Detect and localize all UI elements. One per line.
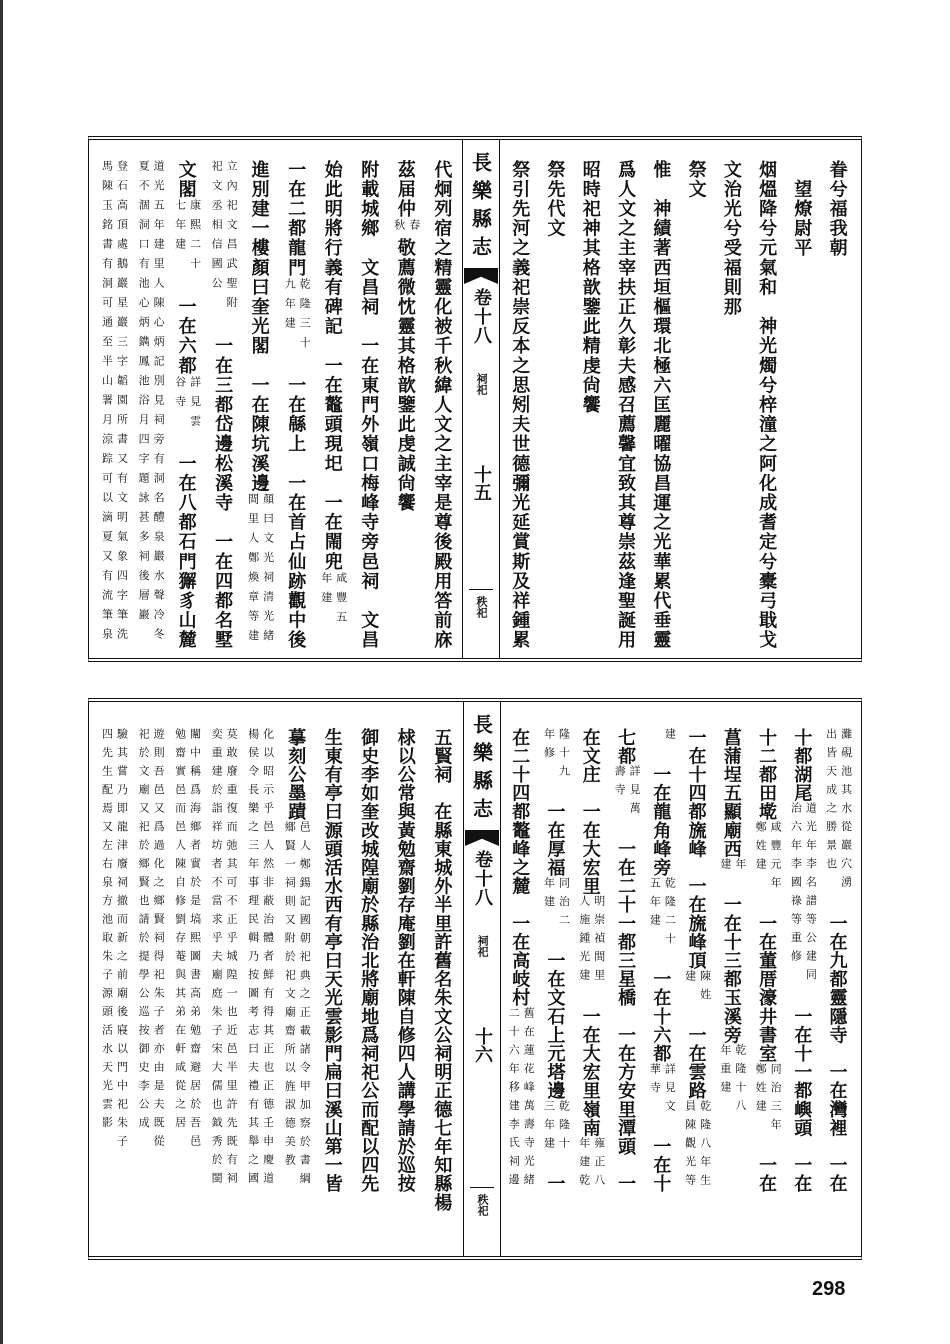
annotation-note: 顏曰文光祠清光緒間里人鄭煥章等建 <box>246 493 275 650</box>
section-label: 秩祀 <box>475 596 488 618</box>
annotation-note: 同治二年建 <box>542 876 571 933</box>
text-column <box>315 702 349 1248</box>
annotation-note: 咸豐元年鄭姓建 <box>754 821 783 895</box>
annotation-note: 雍正八年建乾 <box>577 1137 606 1193</box>
main-text: 一在十一都嶼頭 一在 <box>791 988 813 1194</box>
volume-label: 卷十八 <box>471 288 492 345</box>
main-text: 一在九都靈隱寺 一在灣裡 一在 <box>826 895 848 1193</box>
main-text: 一在大宏里嶺南 <box>579 988 601 1138</box>
lower-right-text <box>501 702 855 1256</box>
annotation-note: 詳見雲谷寺 <box>173 375 202 435</box>
main-text: 昭時祀神其格歆鑒此精虔尙饗 <box>579 160 601 415</box>
lower-left-text <box>93 702 461 1256</box>
main-text: 七都 <box>615 728 637 766</box>
text-column <box>784 140 818 650</box>
book-title: 長樂縣志 <box>469 714 494 826</box>
text-column <box>608 702 642 1248</box>
folio-number: 十六 <box>472 1027 493 1063</box>
main-text: 菖蒲埕五顯廟西 <box>720 728 742 859</box>
main-text: 在文庄 一在大宏里 <box>579 728 601 896</box>
main-text: 一在厚福 <box>544 783 566 877</box>
text-column <box>351 140 385 650</box>
annotation-note: 建 <box>663 728 677 747</box>
annotation-note: 隆十九年修 <box>542 728 571 784</box>
main-text: 一在龍角峰旁 <box>650 746 672 877</box>
text-column <box>502 702 536 1248</box>
text-column <box>132 140 166 650</box>
section-label: 秩祀 <box>476 1194 489 1216</box>
annotation-note: 詳見文華寺 <box>648 1062 677 1119</box>
text-column <box>205 140 239 650</box>
scan-edge <box>0 0 3 1344</box>
main-text: 茲届仲 <box>394 160 416 219</box>
annotation-note: 邑人鄭鍚記國朝祀典之正載諸令甲加察於書綱鄉賢一祠則又附於祀文廟齋所以旌淑德美教 <box>283 821 312 1191</box>
category-label: 祠祀 <box>476 935 489 957</box>
main-text: 一在緜上 一在首占仙跡觀中後 <box>285 356 307 650</box>
fishtail-mark <box>465 830 499 846</box>
main-text: 附載城鄉 文昌祠 一在東門外嶺口梅峰寺旁邑祠 文昌 <box>358 160 380 650</box>
main-text: 惟 神績著西垣樞環北極六匡麗曜協昌運之光華累代垂靈 <box>650 160 672 650</box>
volume-label: 卷十八 <box>472 850 493 907</box>
text-column <box>784 702 818 1248</box>
text-column <box>351 702 385 1248</box>
text-column <box>608 140 642 650</box>
text-column <box>573 140 607 650</box>
main-text: 生東有亭曰源頭活水西有亭曰天光雲影門扁曰溪山第一皆 <box>321 728 343 1193</box>
main-text: 祭先代文 <box>544 160 566 239</box>
annotation-note: 乾隆三十九年建 <box>283 277 312 356</box>
annotation-note: 登石高頂處鵝巖星巖三字韜園所書又有文明氣象四字筆洗馬陳玉銘書有洞可通至半山署月涼踪可以滴夏又有流筆泉 <box>100 160 129 648</box>
divider <box>469 589 493 590</box>
main-text: 摹刻公墨蹟 <box>285 728 307 821</box>
text-column <box>749 702 783 1248</box>
main-text: 望燎尉平 <box>791 160 813 258</box>
main-text: 祭文 <box>685 160 707 200</box>
main-text: 梂以公常與黃勉齋劉存庵劉在軒陳自修四人講學請於巡按 <box>394 728 416 1193</box>
annotation-note: 闈中稱爲海鄉者實於是塙熙圖書高弟勉齋避居於吾邑勉齋實邑而邑人陳自修劉存菴與其弟在軒咸從之居 <box>173 728 202 1154</box>
annotation-note: 舊在蓮花峰萬壽寺光緒二十六年移建李氏祠邊 <box>507 1007 536 1192</box>
annotation-note: 莫敢廢重復而弛其可不正乎城隍一也近邑半里許先既有祠奕重建於詣祥坊者不當求乎夫廟庭朱子宋大儒也鉞秀於閩 <box>210 728 239 1191</box>
annotation-note: 春秋 <box>392 218 421 239</box>
main-text: 代炯列宿之精靈化被千秋緯人文之主宰是尊後殿用答前庥 <box>431 160 453 650</box>
text-column <box>278 140 312 650</box>
folio-number: 十五 <box>471 465 492 501</box>
text-column <box>388 702 422 1248</box>
annotation-note: 道光年李名譜等公建同治六年李國祿等重修 <box>789 802 818 988</box>
annotation-note: 詳見萬壽寺 <box>613 765 642 821</box>
text-column <box>538 140 572 650</box>
text-column <box>502 140 536 650</box>
main-text: 文治光兮受福則那 <box>720 160 742 317</box>
main-text: 御史李如奎改城隍廟於縣治北將廟地爲祠祀公而配以四先 <box>358 728 380 1193</box>
main-text: 文閣 <box>175 160 197 200</box>
main-text: 一在十三都玉溪旁 <box>720 876 742 1045</box>
text-column <box>205 702 239 1248</box>
main-text: 一在董厝濠井書室 <box>756 895 778 1063</box>
annotation-note: 明崇禎間里人施鍾光建 <box>577 895 606 988</box>
main-text: 始此明將行義有碑記 一在鼇頭現圯 一在閙兜 <box>321 160 343 572</box>
upper-page-frame <box>88 136 862 662</box>
annotation-note: 乾隆二十五年建 <box>648 876 677 951</box>
upper-right-text <box>501 140 855 658</box>
text-column <box>424 140 458 650</box>
text-column <box>169 702 203 1248</box>
text-column <box>96 702 130 1248</box>
main-text: 爲人文之主宰扶正久彰夫感召薦馨宜致其尊崇茲逢聖誕用 <box>615 160 637 650</box>
main-text: 一在二都龍門 <box>285 160 307 278</box>
category-label: 祠祀 <box>475 373 488 395</box>
text-column <box>278 702 312 1248</box>
lower-page-frame <box>88 698 862 1260</box>
annotation-note: 同治三年鄭姓建 <box>754 1062 783 1137</box>
main-text: 十都湖尾 <box>791 728 813 803</box>
text-column <box>538 702 572 1248</box>
text-column <box>388 140 422 650</box>
main-text: 一在十四都旒峰 一在旒峰頂 <box>685 728 707 970</box>
main-text: 一在十六都 <box>650 951 672 1063</box>
annotation-note: 立內祀文昌武聖附祀文丞相信國公 <box>210 160 239 316</box>
text-column <box>714 702 748 1248</box>
text-column <box>820 702 854 1248</box>
annotation-note: 年建 <box>718 858 747 877</box>
text-column <box>679 702 713 1248</box>
annotation-note: 遊則吾邑又爲過化之鄉賢祠得祀朱子者亦由是夫既從祀於文廟又祀於鄉賢也請於提學公巡按御史李公成 <box>137 728 166 1154</box>
main-text: 一在十 <box>650 1118 672 1193</box>
divider <box>470 1187 494 1188</box>
text-column <box>643 702 677 1248</box>
main-text: 在二十四都鼇峰之麓 一在高岐村 <box>509 728 531 1007</box>
lower-center-margin <box>463 702 501 1256</box>
text-column <box>169 140 203 650</box>
annotation-note: 道光五年建里人陳心炳記別見祠旁有洞名醴泉巖水聲冷冬夏不涸洞口有池心炳鐫鳳池浴月四字題詠甚多祠後層巖 <box>137 160 166 648</box>
main-text: 一 <box>544 1155 566 1193</box>
upper-left-text <box>93 140 461 658</box>
text-column <box>749 140 783 650</box>
text-column <box>714 140 748 650</box>
text-column <box>242 702 276 1248</box>
annotation-note: 陳姓建 <box>683 969 712 1007</box>
text-column <box>820 140 854 650</box>
text-column <box>573 702 607 1248</box>
upper-center-margin <box>462 140 500 658</box>
text-column <box>643 140 677 650</box>
text-column <box>242 140 276 650</box>
main-text: 一在文石上元塔邊 <box>544 932 566 1100</box>
annotation-note: 灘硯池其水從巖穴湧出皆天成之勝景也 <box>824 728 853 895</box>
main-text: 一在二十一都三星橋 一在方安里潭頭 一 <box>615 821 637 1193</box>
main-text: 一在三都岱邊松溪寺 一在四都名墅 <box>212 316 234 650</box>
main-text: 一在八都石門獬豸山麓 <box>175 434 197 650</box>
annotation-note: 乾隆十八年重建 <box>718 1044 747 1119</box>
main-text: 敬薦微忱靈其格歆鑒此虔誠尙饗 <box>394 238 416 513</box>
annotation-note: 康熙二十七年建 <box>173 199 202 278</box>
main-text: 進別建一樓顏曰奎光閣 一在陳坑溪邊 <box>248 160 270 494</box>
fishtail-mark <box>464 268 498 284</box>
main-text: 十二都田墘 <box>756 728 778 821</box>
annotation-note: 咸豐五年建 <box>319 571 348 631</box>
book-title: 長樂縣志 <box>468 152 493 264</box>
text-column <box>132 702 166 1248</box>
text-column <box>96 140 130 650</box>
annotation-note: 驗其嘗乃即龍津廢祠撤而新之前廟後寢以門中祀朱子四先生配焉又左右泉方池取朱子源頭活水天光雲影 <box>100 728 129 1154</box>
main-text: 一在 <box>756 1137 778 1193</box>
annotation-note: 乾隆八年生員陳觀光等 <box>683 1100 712 1193</box>
main-text: 眷兮福我朝 <box>826 160 848 258</box>
text-column <box>424 702 458 1248</box>
annotation-note: 乾隆十三年建 <box>542 1100 571 1156</box>
main-text: 烟熅降兮元氣和 神光燭兮梓潼之阿化成耆定兮橐弓戢戈 <box>756 160 778 650</box>
main-text: 一在雲路 <box>685 1007 707 1100</box>
main-text: 祭引先河之義祀崇反本之思矧夫世德彌光延賞斯及祥鍾累 <box>509 160 531 650</box>
text-column <box>679 140 713 650</box>
text-column <box>315 140 349 650</box>
page-number: 298 <box>812 1278 846 1300</box>
main-text: 一在六都 <box>175 277 197 376</box>
main-text: 五賢祠 在縣東城外半里許舊名朱文公祠明正德七年知縣楊 <box>431 728 453 1212</box>
annotation-note: 化以昭示乎邑人然非蔽治體者鮮有得其正也正德壬申慶道楊侯令長樂之三年事理民輯乃按圖考志曰夫禮有其舉之國 <box>246 728 275 1191</box>
